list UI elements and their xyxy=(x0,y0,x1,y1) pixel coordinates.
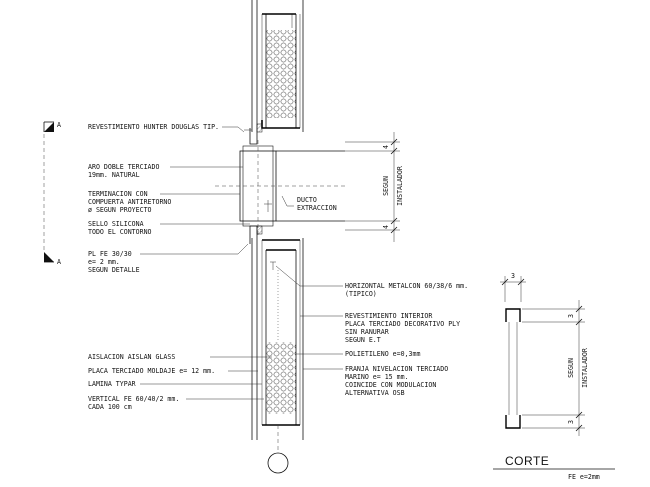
note-ducto xyxy=(297,196,337,212)
svg-text:CADA 100 cm: CADA 100 cm xyxy=(88,403,132,411)
note-horizontal-metalcon xyxy=(276,266,468,298)
note-aislacion xyxy=(88,353,272,361)
svg-text:(TIPICO): (TIPICO) xyxy=(345,290,377,298)
svg-text:PLACA TERCIADO DECORATIVO PLY: PLACA TERCIADO DECORATIVO PLY xyxy=(345,320,461,328)
note-revestimiento-hunter xyxy=(88,123,244,132)
note-polietileno xyxy=(296,350,420,358)
svg-text:COMPUERTA ANTIRETORNO: COMPUERTA ANTIRETORNO xyxy=(88,198,172,206)
svg-text:SEGUN E.T: SEGUN E.T xyxy=(345,336,381,344)
svg-text:TERMINACION CON: TERMINACION CON xyxy=(88,190,148,198)
svg-text:REVESTIMIENTO HUNTER DOUGLAS T: REVESTIMIENTO HUNTER DOUGLAS TIP. xyxy=(88,123,220,131)
note-franja xyxy=(303,365,448,397)
duct-dim-label-2: INSTALADOR xyxy=(396,166,404,206)
duct-dimension xyxy=(345,132,404,242)
svg-text:SELLO SILICONA: SELLO SILICONA xyxy=(88,220,144,228)
svg-text:PL FE 30/30: PL FE 30/30 xyxy=(88,250,132,258)
svg-text:ARO DOBLE TERCIADO: ARO DOBLE TERCIADO xyxy=(88,163,160,171)
svg-text:COINCIDE CON MODULACION: COINCIDE CON MODULACION xyxy=(345,381,437,389)
svg-text:EXTRACCION: EXTRACCION xyxy=(297,204,337,212)
note-vertical-fe xyxy=(88,395,264,411)
note-aro-doble xyxy=(88,163,243,179)
svg-text:VERTICAL FE 60/40/2 mm.: VERTICAL FE 60/40/2 mm. xyxy=(88,395,180,403)
wall-lower xyxy=(250,226,303,440)
corte-dim-side-bottom: 3 xyxy=(567,420,575,424)
note-pl-fe xyxy=(88,244,248,274)
svg-text:POLIETILENO e=0,3mm: POLIETILENO e=0,3mm xyxy=(345,350,421,358)
wall-upper xyxy=(244,0,303,144)
duct-dim-label-1: SEGUN xyxy=(382,176,390,196)
svg-text:HORIZONTAL METALCON 60/38/6 mm: HORIZONTAL METALCON 60/38/6 mm. xyxy=(345,282,469,290)
svg-text:ALTERNATIVA OSB: ALTERNATIVA OSB xyxy=(345,389,405,397)
corte-dim-top: 3 xyxy=(511,272,515,280)
svg-text:FRANJA NIVELACION TERCIADO: FRANJA NIVELACION TERCIADO xyxy=(345,365,449,373)
svg-text:TODO EL CONTORNO: TODO EL CONTORNO xyxy=(88,228,152,236)
svg-text:REVESTIMIENTO INTERIOR: REVESTIMIENTO INTERIOR xyxy=(345,312,433,320)
section-marker-top xyxy=(44,121,61,132)
note-placa-moldaje xyxy=(88,367,258,375)
section-letter-bottom: A xyxy=(57,258,61,266)
corte-dim-label-2: INSTALADOR xyxy=(581,348,589,388)
duct-dim-top: 4 xyxy=(382,145,390,149)
corte-dim-side-top: 3 xyxy=(567,314,575,318)
note-lamina-typar xyxy=(88,380,262,388)
section-letter-top: A xyxy=(57,121,61,129)
svg-text:SIN RANURAR: SIN RANURAR xyxy=(345,328,389,336)
svg-text:e= 2 mm.: e= 2 mm. xyxy=(88,258,120,266)
duct-extraction xyxy=(215,140,345,235)
svg-text:19mm. NATURAL: 19mm. NATURAL xyxy=(88,171,140,179)
svg-text:ø SEGUN PROYECTO: ø SEGUN PROYECTO xyxy=(88,206,152,214)
svg-text:AISLACION AISLAN GLASS: AISLACION AISLAN GLASS xyxy=(88,353,176,361)
note-sello-silicona xyxy=(88,220,250,236)
svg-text:SEGUN DETALLE: SEGUN DETALLE xyxy=(88,266,140,274)
section-marker-bottom xyxy=(44,252,61,266)
note-terminacion xyxy=(88,190,240,214)
corte-dim-label-1: SEGUN xyxy=(567,358,575,378)
svg-text:LAMINA TYPAR: LAMINA TYPAR xyxy=(88,380,136,388)
duct-dim-bottom: 4 xyxy=(382,225,390,229)
svg-text:DUCTO: DUCTO xyxy=(297,196,317,204)
svg-text:MARINO e= 15 mm.: MARINO e= 15 mm. xyxy=(345,373,409,381)
corte-profile xyxy=(500,272,589,436)
drawing-title xyxy=(493,454,615,481)
axis-marker xyxy=(268,425,288,473)
svg-text:PLACA TERCIADO MOLDAJE e= 12 m: PLACA TERCIADO MOLDAJE e= 12 mm. xyxy=(88,367,216,375)
title-subtitle: FE e=2mm xyxy=(568,473,600,481)
note-revestimiento-interior xyxy=(300,312,460,344)
title-corte: CORTE xyxy=(505,454,550,468)
